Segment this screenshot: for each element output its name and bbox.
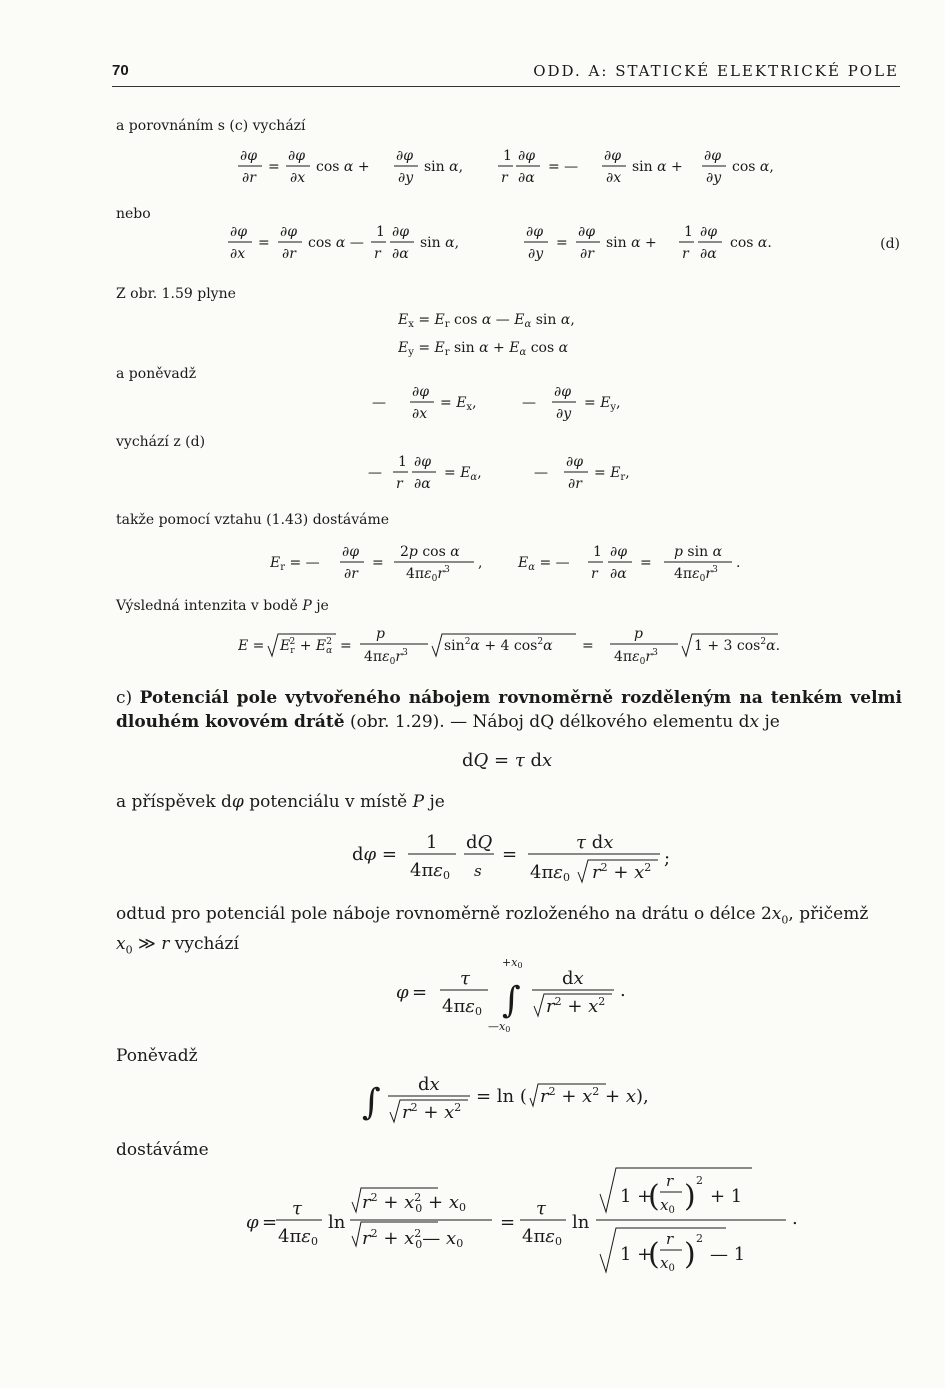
svg-text:r: r <box>396 476 403 492</box>
section-heading-paragraph: c) Potenciál pole vytvořeného nábojem rovnoměrně rozděleným na tenkém velmi dlouhém kovovém drátě (obr. 1.29). — Náboj dQ délkového elementu dx je <box>116 688 902 732</box>
svg-text:∂y: ∂y <box>398 170 414 186</box>
svg-text:= Eα,: = $E_\alpha$, <box>444 465 482 483</box>
svg-text:4πε0: 4πε0 <box>442 996 482 1018</box>
svg-text:∂φ: ∂φ <box>392 224 410 240</box>
equation-final-potential <box>246 1164 806 1292</box>
svg-text:cos α.: cos α. <box>730 235 772 251</box>
text-line: nebo <box>116 206 151 222</box>
svg-text:—: — <box>368 465 382 481</box>
svg-text:=: = <box>372 555 384 571</box>
svg-text:=: = <box>258 235 270 251</box>
equation-dipole-field <box>270 540 770 592</box>
svg-text:1: 1 <box>426 832 438 853</box>
svg-text:∂φ: ∂φ <box>554 384 572 400</box>
svg-text:τ: τ <box>292 1198 302 1219</box>
svg-text:1: 1 <box>376 224 385 240</box>
svg-text:=: = <box>268 159 280 175</box>
svg-text:;: ; <box>664 848 671 869</box>
svg-text:): ) <box>684 1179 696 1214</box>
text-line: takže pomocí vztahu (1.43) dostáváme <box>116 512 390 528</box>
text-line: a poněvadž <box>116 366 197 382</box>
svg-text:1: 1 <box>398 454 407 470</box>
svg-text:φ: φ <box>396 982 409 1003</box>
svg-text:sin α +: sin α + <box>632 159 683 175</box>
svg-text:∂y: ∂y <box>706 170 722 186</box>
equation-resultant-field <box>238 624 798 674</box>
svg-text:∂φ: ∂φ <box>518 148 536 164</box>
svg-text:∂r: ∂r <box>344 566 358 582</box>
svg-text:Eα = —: $E_\alpha$ = — <box>518 555 570 573</box>
svg-text:r: r <box>501 170 508 186</box>
svg-text:—x0: —x0 <box>488 1020 511 1034</box>
svg-text:cos α +: cos α + <box>316 159 370 175</box>
svg-text:— 1: — 1 <box>710 1244 746 1265</box>
equation-cartesian-derivatives <box>228 220 808 272</box>
svg-text:∂φ: ∂φ <box>288 148 306 164</box>
svg-text:1: 1 <box>684 224 693 240</box>
svg-text:dx: dx <box>562 968 584 989</box>
svg-text:1 + 3 cos2α.: 1 + 3 $\cos^2\alpha$. <box>694 637 781 654</box>
svg-text:r2 + x20— x0: $r^2 + x^2$ 0— x0 <box>362 1227 464 1251</box>
equation-potential-integral <box>396 954 656 1042</box>
equation-potential-element <box>352 826 692 890</box>
svg-text:∂φ: ∂φ <box>700 224 718 240</box>
svg-text:r: r <box>374 246 381 262</box>
svg-text:): ) <box>684 1237 696 1272</box>
svg-text:=: = <box>412 982 428 1003</box>
svg-text:p: p <box>634 626 643 642</box>
svg-text:+ 1: + 1 <box>710 1186 743 1207</box>
svg-text:∂φ: ∂φ <box>578 224 596 240</box>
equation-charge-element <box>462 746 582 778</box>
svg-text:=: = <box>262 1212 278 1233</box>
svg-text:r2 + x2: $r^2 + x^2$ <box>592 861 652 883</box>
equation-integral-identity <box>362 1070 682 1134</box>
svg-text:= Ex,: = $E_x$, <box>440 395 477 413</box>
svg-text:r2 + x2: $r^2 + x^2$ <box>402 1101 462 1123</box>
svg-text:∂r: ∂r <box>580 246 594 262</box>
text-line: dostáváme <box>116 1140 209 1160</box>
svg-text:x0: $x_0$ <box>660 1196 675 1216</box>
svg-text:sin α,: sin α, <box>420 235 460 251</box>
svg-text:4πε0r3: $4\pi\varepsilon_0r^3$ <box>406 565 450 584</box>
svg-text:∂α: ∂α <box>392 246 409 262</box>
svg-text:∂y: ∂y <box>556 406 572 422</box>
svg-text:ln: ln <box>572 1212 590 1233</box>
svg-text:=: = <box>582 638 594 654</box>
equation-polar-field <box>368 450 668 502</box>
svg-text:∂φ: ∂φ <box>396 148 414 164</box>
svg-text:—: — <box>372 395 386 411</box>
svg-text:dQ = τ dx: dQ = τ dx <box>462 750 553 771</box>
svg-text:r2 + x2: $r^2 + x^2$ <box>546 995 606 1017</box>
svg-text:—: — <box>534 465 548 481</box>
svg-text:r: r <box>666 1230 674 1248</box>
svg-text:.: . <box>736 555 741 571</box>
svg-text:r: r <box>682 246 689 262</box>
svg-text:4πε0r3: $4\pi\varepsilon_0r^3$ <box>674 565 718 584</box>
svg-text:∂x: ∂x <box>412 406 428 422</box>
svg-text:τ: τ <box>536 1198 546 1219</box>
svg-text:∫: ∫ <box>502 980 521 1021</box>
svg-text:,: , <box>478 555 483 571</box>
svg-text:2: 2 <box>696 1174 703 1187</box>
svg-text:p: p <box>376 626 385 642</box>
svg-text:—: — <box>522 395 536 411</box>
svg-text:x0: $x_0$ <box>660 1254 675 1274</box>
text-line: vychází z (d) <box>116 434 206 450</box>
svg-text:∫: ∫ <box>362 1082 381 1123</box>
svg-text:Ex = Er cos α — Eα sin α,: $E_x = E_r$ cos α — $E_\alpha$ sin α, <box>398 312 575 330</box>
svg-text:E =: E = <box>238 638 265 654</box>
svg-text:1: 1 <box>593 544 602 560</box>
svg-text:1: 1 <box>503 148 512 164</box>
svg-text:∂φ: ∂φ <box>414 454 432 470</box>
svg-text:.: . <box>792 1208 798 1229</box>
svg-text:= Er,: = $E_r$, <box>594 465 630 483</box>
svg-text:∂α: ∂α <box>518 170 535 186</box>
svg-text:∂r: ∂r <box>568 476 582 492</box>
svg-text:(: ( <box>648 1237 660 1272</box>
svg-text:4πε0r3: $4\pi\varepsilon_0r^3$ <box>614 648 658 667</box>
svg-text:∂φ: ∂φ <box>412 384 430 400</box>
header-rule <box>112 86 900 87</box>
svg-text:1 +: 1 + <box>620 1186 653 1207</box>
svg-text:Er = —: $E_r$ = — <box>270 555 320 573</box>
svg-text:2: 2 <box>696 1232 703 1245</box>
svg-text:∂φ: ∂φ <box>240 148 258 164</box>
svg-text:cos α,: cos α, <box>732 159 774 175</box>
svg-text:4πε0r3: $4\pi\varepsilon_0r^3$ <box>364 648 408 667</box>
svg-text:sin2α + 4 cos2α: $\sin^2\alpha + 4$ $\cos^2\alpha$ <box>444 637 553 654</box>
svg-text:r: r <box>591 566 598 582</box>
svg-text:φ: φ <box>246 1212 259 1233</box>
svg-text:dQ: dQ <box>466 832 493 853</box>
svg-text:+x0: +x0 <box>502 956 523 970</box>
svg-text:ln: ln <box>328 1212 346 1233</box>
svg-text:∂φ: ∂φ <box>280 224 298 240</box>
svg-text:=: = <box>340 638 352 654</box>
equation-gradient-components <box>372 380 672 432</box>
page-number: 70 <box>112 62 129 79</box>
svg-text:∂φ: ∂φ <box>704 148 722 164</box>
svg-text:4πε0: 4πε0 <box>410 860 450 882</box>
svg-text:τ: τ <box>460 968 470 989</box>
svg-text:s: s <box>474 862 482 880</box>
equation-label: (d) <box>880 236 900 252</box>
svg-text:Ey = Er sin α + Eα cos α: $E_y = E_r$ $\sin \alpha + E_\alpha$ cos α <box>398 340 569 358</box>
svg-text:∂r: ∂r <box>242 170 256 186</box>
text-line: a porovnáním s (c) vychází <box>116 118 306 134</box>
svg-text:(: ( <box>648 1179 660 1214</box>
svg-text:∂α: ∂α <box>700 246 717 262</box>
svg-text:1 +: 1 + <box>620 1244 653 1265</box>
text-line: Výsledná intenzita v bodě P je <box>116 598 329 614</box>
text-paragraph: odtud pro potenciál pole náboje rovnoměrně rozloženého na drátu o délce $2x_0$, přičemž $x_0$ ≫ r vychází <box>116 904 869 957</box>
text-paragraph: a příspěvek dφ potenciálu v místě P je <box>116 792 445 812</box>
svg-text:sin α,: sin α, <box>424 159 464 175</box>
svg-text:p sin α: p sin α <box>674 544 723 560</box>
svg-text:∂y: ∂y <box>528 246 544 262</box>
svg-text:∂φ: ∂φ <box>566 454 584 470</box>
svg-text:dφ =: dφ = <box>352 844 397 865</box>
svg-text:∂r: ∂r <box>282 246 296 262</box>
svg-text:sin α +: sin α + <box>606 235 657 251</box>
svg-text:= Ey,: = $E_y$, <box>584 395 621 413</box>
svg-text:4πε0: 4πε0 <box>278 1226 318 1248</box>
svg-text:=: = <box>502 844 518 865</box>
svg-text:∂α: ∂α <box>414 476 431 492</box>
svg-text:Er2 + Eα2: $E_r2 + E_\alpha 2$ <box>280 637 333 656</box>
svg-text:4πε0: 4πε0 <box>522 1226 562 1248</box>
svg-text:r2 + x2 + x),: $r^2 + x^2 + x$), <box>540 1085 649 1107</box>
svg-text:2p cos α: 2p cos α <box>400 544 460 560</box>
svg-text:∂α: ∂α <box>610 566 627 582</box>
svg-text:∂φ: ∂φ <box>342 544 360 560</box>
svg-text:∂x: ∂x <box>290 170 306 186</box>
svg-text:τ dx: τ dx <box>576 832 614 853</box>
svg-text:∂φ: ∂φ <box>526 224 544 240</box>
equation-polar-derivatives <box>238 144 798 196</box>
svg-text:r: r <box>666 1172 674 1190</box>
svg-text:= —: = — <box>548 159 579 175</box>
svg-text:∂φ: ∂φ <box>610 544 628 560</box>
text-line: Z obr. 1.59 plyne <box>116 286 236 302</box>
svg-text:cos α —: cos α — <box>308 235 364 251</box>
svg-text:4πε0: 4πε0 <box>530 862 570 884</box>
text-line: Poněvadž <box>116 1046 198 1066</box>
svg-text:∂φ: ∂φ <box>230 224 248 240</box>
svg-text:dx: dx <box>418 1074 440 1095</box>
svg-text:∂x: ∂x <box>606 170 622 186</box>
equation-field-components <box>398 308 638 364</box>
svg-text:=: = <box>556 235 568 251</box>
svg-text:= ln (: = ln ( <box>476 1086 527 1107</box>
svg-text:.: . <box>620 980 626 1001</box>
svg-text:∂x: ∂x <box>230 246 246 262</box>
running-title: ODD. A: STATICKÉ ELEKTRICKÉ POLE <box>533 62 899 80</box>
svg-text:=: = <box>640 555 652 571</box>
svg-text:=: = <box>500 1212 516 1233</box>
svg-text:∂φ: ∂φ <box>604 148 622 164</box>
svg-text:r2 + x20 + x0: $r^2 + x^2$ 0 + x0 <box>362 1191 466 1215</box>
